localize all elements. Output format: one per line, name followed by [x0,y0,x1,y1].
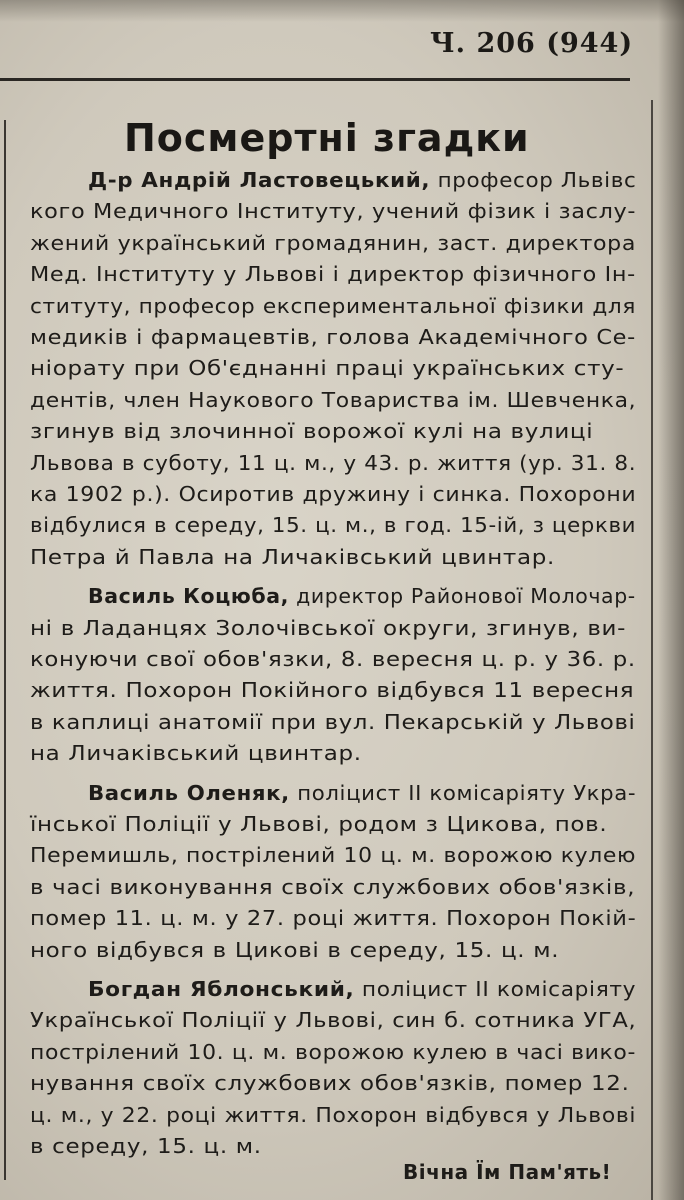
line-text: ц. м., у 22. році життя. Похорон відбувся у Львові [30,1102,637,1127]
line-text: їнської Поліції у Львові, родом з Цикова, пов. [30,812,608,836]
text-line [30,741,362,765]
line-text: директор Районової Молочар- [289,584,636,609]
page-edge-shadow-right [658,0,684,1200]
text-line [30,843,636,867]
person-name: Богдан Яблонський, [88,977,355,1001]
line-text: ституту, професор експериментальної фізики для [30,293,636,318]
text-line [30,356,624,380]
column-rule-left [4,120,6,1180]
text-line [88,584,636,608]
line-text: професор Львівс [430,168,637,192]
text-line [30,1040,636,1064]
line-text: ка 1902 р.). Осиротив дружину і синка. Похорони [30,482,637,506]
text-line [30,199,636,223]
line-text: ні в Ладанцях Золочівської округи, згинув, ви- [30,615,627,640]
text-line [30,678,634,702]
article-title: Посмертні згадки [124,116,530,160]
column-rule-right [651,100,653,1200]
text-line [30,262,636,286]
line-text: конуючи свої обов'язки, 8. вересня ц. р. у 36. р. [30,647,636,671]
text-line [30,388,636,412]
text-line [30,875,635,899]
header-rule [0,78,630,81]
text-line [30,482,636,506]
line-text: життя. Похорон Покійного відбувся 11 вересня [30,678,635,703]
text-line [30,616,626,640]
line-text: поліцист II комісаріяту Укра- [289,780,637,805]
text-line [30,451,636,475]
line-text: згинув від злочинної ворожої кулі на вулиці [30,419,594,444]
line-text: дентів, член Наукового Товариства ім. Шевченка, [30,387,637,412]
text-line [30,812,607,836]
text-line [88,977,636,1001]
text-line [30,710,636,734]
text-line [30,1134,262,1158]
line-text: Перемишль, пострілений 10 ц. м. ворожою кулею [30,843,637,868]
line-text: відбулися в середу, 15. ц. м., в год. 15-ій, з церкви [30,513,637,538]
line-text: Мед. Інституту у Львові і директор фізичного Ін- [30,262,636,287]
line-text: нування своїх службових обов'язків, помер 12. [30,1071,630,1096]
text-line [30,1103,636,1127]
line-text: помер 11. ц. м. у 27. році життя. Похорон Покій- [30,906,637,931]
text-line [30,1008,636,1032]
text-line [30,513,636,537]
line-text: жений український громадянин, заст. директора [30,230,637,255]
text-line [30,419,593,443]
issue-number: Ч. 206 (944) [430,28,634,59]
line-text: Львова в суботу, 11 ц. м., у 43. р. життя (ур. 31. 8. [30,450,637,475]
text-line [88,781,636,805]
line-text: Української Поліції у Львові, син б. сотника УГА, [30,1008,637,1033]
line-text: в часі виконування своїх службових обов'язків, [30,874,636,899]
closing-line: Вічна Їм Пам'ять! [403,1160,612,1184]
text-line [30,938,559,962]
line-text: кого Медичного Інституту, учений фізик і заслу- [30,199,637,224]
page-edge-shadow-top [0,0,684,22]
line-text: поліцист II комісаріяту [354,977,637,1001]
line-text: медиків і фармацевтів, голова Академічного Се- [30,325,636,349]
line-text: в середу, 15. ц. м. [30,1134,262,1158]
person-name: Д-р Андрій Ластовецький, [88,168,431,192]
text-line [30,906,636,930]
line-text: в каплиці анатомії при вул. Пекарській у Львові [30,709,636,734]
person-name: Василь Коцюба, [88,584,290,609]
text-line [30,647,636,671]
line-text: на Личаківський цвинтар. [30,741,362,766]
text-line [30,294,636,318]
person-name: Василь Оленяк, [88,780,290,805]
text-line [30,231,636,255]
text-line [30,545,555,569]
line-text: Петра й Павла на Личаківський цвинтар. [30,544,555,569]
line-text: ніорату при Об'єднанні праці українських сту- [30,356,625,381]
text-line [88,168,636,192]
line-text: ного відбувся в Цикові в середу, 15. ц. м. [30,937,560,962]
text-line [30,1071,630,1095]
line-text: пострілений 10. ц. м. ворожою кулею в часі вико- [30,1039,637,1064]
text-line [30,325,636,349]
